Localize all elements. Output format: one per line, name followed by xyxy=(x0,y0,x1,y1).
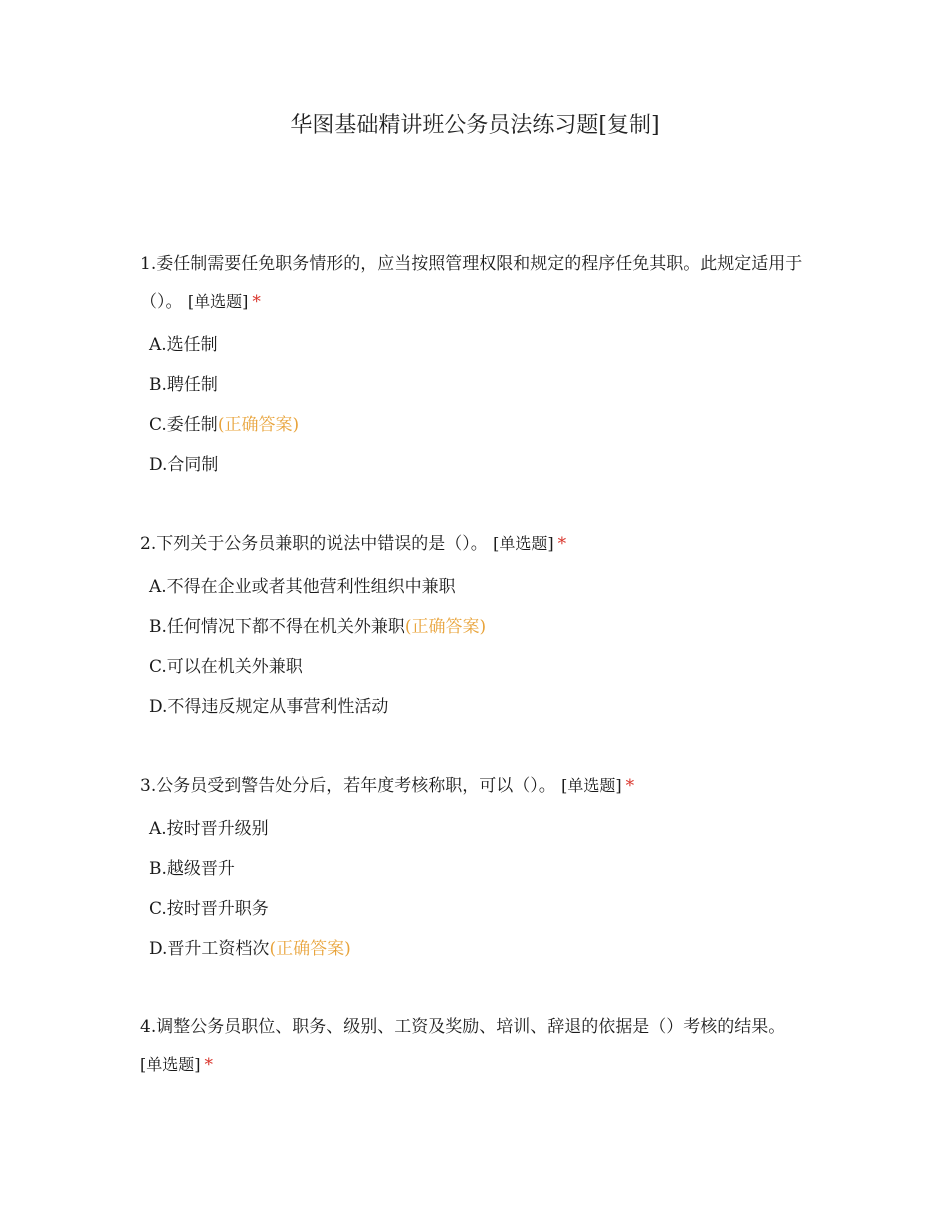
option-list xyxy=(140,567,812,727)
required-mark: * xyxy=(625,776,635,796)
correct-answer-note: (正确答案) xyxy=(217,415,300,435)
option-label: D.晋升工资档次 xyxy=(149,939,270,959)
question-type-label: [单选题] xyxy=(140,1055,201,1074)
option-a xyxy=(140,809,812,849)
option-b xyxy=(140,365,812,405)
required-mark: * xyxy=(557,534,567,554)
required-mark: * xyxy=(204,1055,213,1075)
correct-answer-note: (正确答案) xyxy=(404,617,487,637)
page-title: 华图基础精讲班公务员法练习题[复制] xyxy=(290,113,660,138)
question-4 xyxy=(140,1008,812,1084)
option-c xyxy=(140,647,812,687)
option-a xyxy=(140,325,812,365)
option-c xyxy=(140,405,812,445)
option-d xyxy=(140,929,812,969)
option-label: B.任何情况下都不得在机关外兼职 xyxy=(149,617,405,637)
option-label: D.合同制 xyxy=(149,455,219,475)
option-label: C.委任制 xyxy=(149,415,218,435)
option-label: A.不得在企业或者其他营利性组织中兼职 xyxy=(149,577,456,597)
option-label: D.不得违反规定从事营利性活动 xyxy=(149,697,389,717)
option-d xyxy=(140,445,812,485)
option-label: C.按时晋升职务 xyxy=(149,899,269,919)
option-d xyxy=(140,687,812,727)
question-type-label: [单选题] xyxy=(493,534,554,553)
option-label: A.按时晋升级别 xyxy=(149,819,269,839)
question-1-text: 1.委任制需要任免职务情形的，应当按照管理权限和规定的程序任免其职。此规定适用于（）。 xyxy=(140,254,803,312)
required-mark: * xyxy=(252,292,261,312)
option-list xyxy=(140,325,812,485)
option-b xyxy=(140,607,812,647)
option-label: B.越级晋升 xyxy=(149,859,235,879)
question-text xyxy=(140,525,812,563)
correct-answer-note: (正确答案) xyxy=(269,939,351,959)
question-3 xyxy=(140,767,812,969)
option-b xyxy=(140,849,812,889)
question-4-text: 4.调整公务员职位、职务、级别、工资及奖励、培训、辞退的依据是（）考核的结果。 xyxy=(140,1017,786,1037)
option-label: A.选任制 xyxy=(149,335,218,355)
question-text xyxy=(140,767,812,805)
question-1 xyxy=(140,245,812,485)
option-a xyxy=(140,567,812,607)
question-2-text: 2.下列关于公务员兼职的说法中错误的是（）。 xyxy=(140,534,488,554)
question-type-label: [单选题] xyxy=(561,776,622,795)
option-label: C.可以在机关外兼职 xyxy=(149,657,303,677)
option-list xyxy=(140,809,812,969)
option-label: B.聘任制 xyxy=(149,375,218,395)
question-text xyxy=(140,245,812,321)
question-2 xyxy=(140,525,812,727)
option-c xyxy=(140,889,812,929)
question-type-label: [单选题] xyxy=(187,292,249,311)
question-text xyxy=(140,1008,812,1084)
question-3-text: 3.公务员受到警告处分后，若年度考核称职，可以（）。 xyxy=(140,776,556,796)
